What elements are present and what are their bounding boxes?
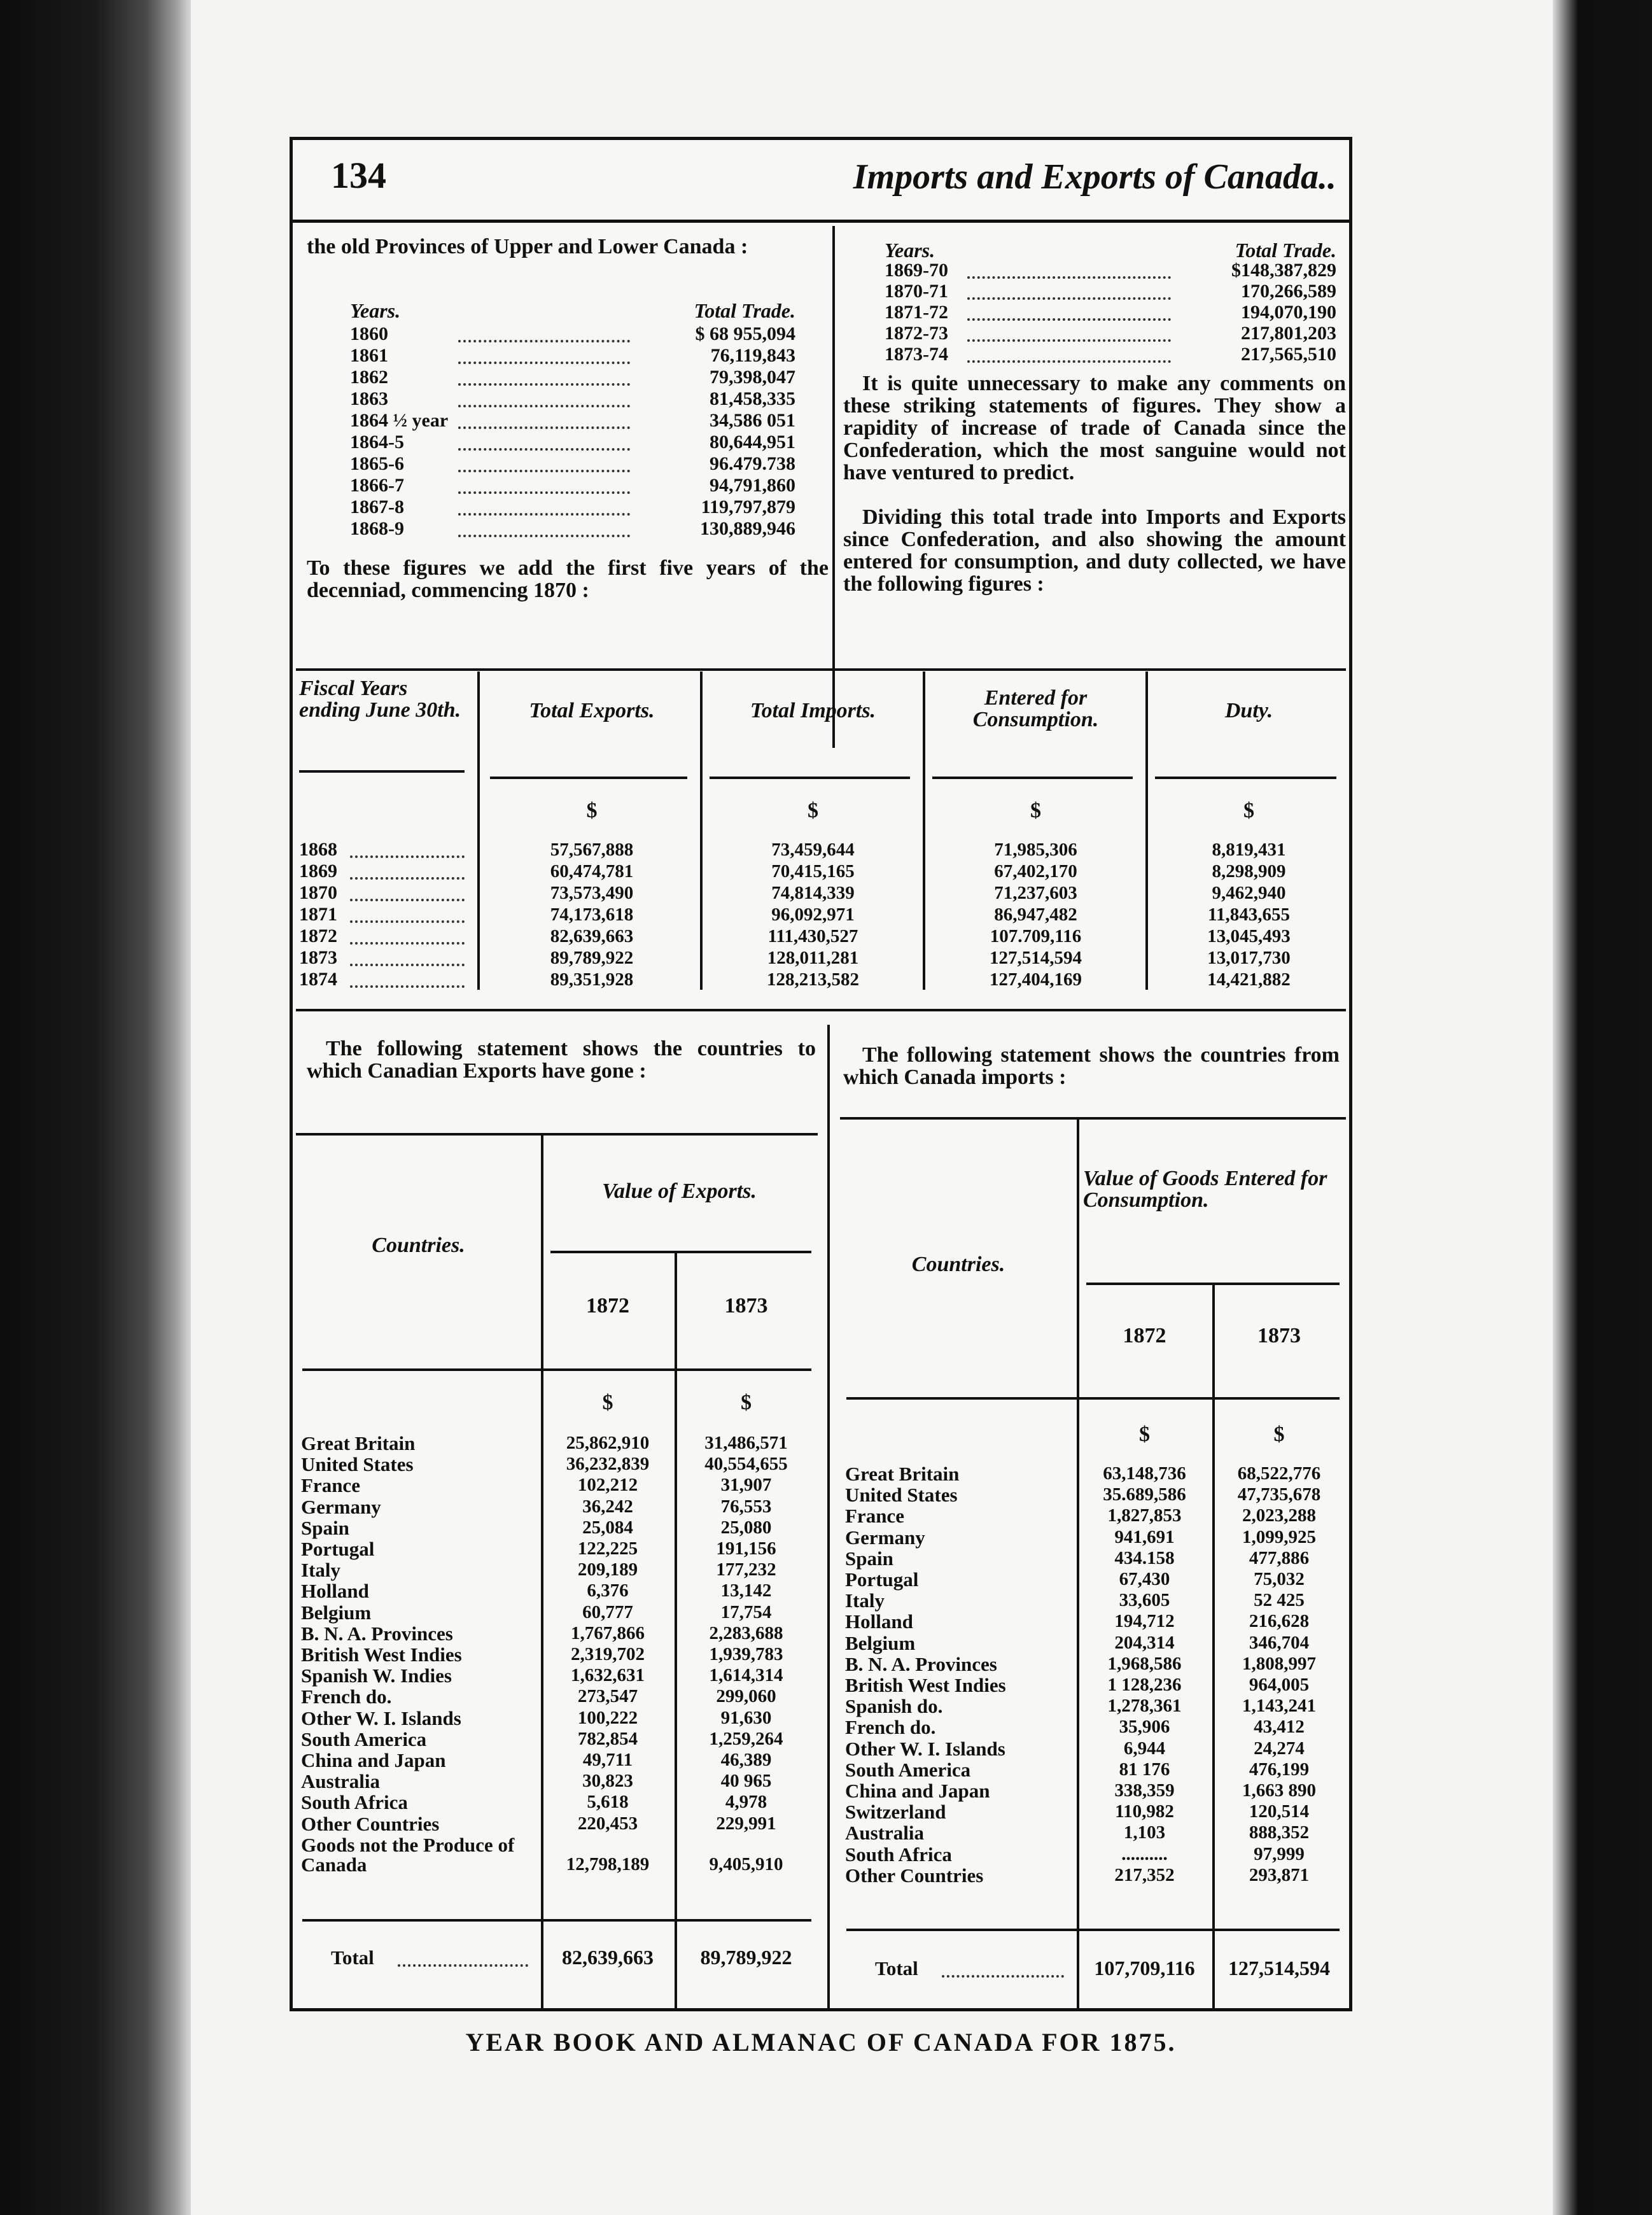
t1-leader-dots [458, 519, 630, 537]
fiscal-head-years: Fiscal Years ending June 30th. [299, 677, 461, 722]
fiscal-head-2: Total Imports. [750, 699, 876, 722]
fiscal-head-rule [932, 777, 1133, 779]
exp-value-1873: 76,553 [720, 1496, 772, 1517]
imp-value-1872: 941,691 [1114, 1526, 1175, 1547]
exp-country: British West Indies [301, 1643, 462, 1666]
exp-country: United States [301, 1453, 414, 1476]
fiscal-year: 1873 [299, 947, 337, 968]
fiscal-consumption: 127,404,169 [990, 969, 1082, 990]
fiscal-duty: 11,843,655 [1208, 904, 1290, 925]
t1-leader-dots [458, 411, 630, 429]
fiscal-exports: 73,573,490 [550, 883, 634, 903]
imp-country: Italy [845, 1589, 885, 1612]
fiscal-duty: 13,045,493 [1207, 926, 1291, 946]
exp-value-1872: 36,242 [582, 1496, 633, 1517]
exp-value-1873: 25,080 [720, 1517, 772, 1538]
t1-leader-dots [458, 433, 630, 451]
t2-value: 217,565,510 [1241, 344, 1336, 365]
imp-value-1872: 338,359 [1114, 1780, 1175, 1801]
t1-leader-dots [458, 325, 630, 342]
t1-year-label: 1866-7 [350, 475, 404, 496]
imp-country: France [845, 1505, 904, 1528]
imp-value-1873: 43,412 [1254, 1717, 1305, 1738]
exp-value-1872: 1,632,631 [571, 1665, 645, 1686]
fiscal-consumption: 71,237,603 [994, 883, 1077, 903]
imp-country: Australia [845, 1822, 924, 1845]
t1-value: 76,119,843 [710, 345, 795, 366]
imp-value-rule [1086, 1283, 1340, 1285]
exp-value-1872: 36,232,839 [566, 1454, 650, 1475]
t2-year-label: 1869-70 [885, 260, 948, 281]
imp-value-1873: 52 425 [1254, 1590, 1305, 1611]
page-title: Imports and Exports of Canada.. [853, 157, 1336, 197]
exp-head-countries: Countries. [372, 1234, 465, 1257]
fiscal-year: 1871 [299, 904, 337, 925]
t2-leader-dots [967, 345, 1171, 363]
fiscal-year: 1869 [299, 861, 337, 882]
exp-value-1872: 12,798,189 [566, 1853, 650, 1874]
exp-total-dots [398, 1949, 528, 1967]
exp-value-1873: 4,978 [725, 1792, 767, 1813]
imp-country: French do. [845, 1716, 936, 1739]
t1-value: 119,797,879 [701, 496, 795, 517]
imp-country: Other Countries [845, 1864, 984, 1887]
exp-value-1873: 1,614,314 [709, 1665, 783, 1686]
fiscal-exports: 57,567,888 [550, 840, 634, 860]
t1-value: 80,644,951 [710, 432, 795, 453]
imp-dollar-1873: $ [1273, 1423, 1285, 1446]
t1-value: 79,398,047 [710, 367, 795, 388]
exp-value-1872: 220,453 [577, 1813, 638, 1834]
fiscal-leader-dots [350, 948, 465, 966]
fiscal-dollar-1: $ [586, 799, 598, 822]
t1-year-label: 1861 [350, 345, 388, 366]
exp-value-1872: 782,854 [577, 1728, 638, 1749]
fiscal-imports: 70,415,165 [771, 861, 855, 882]
fiscal-dollar-4: $ [1243, 799, 1254, 822]
t1-year-label: 1868-9 [350, 518, 404, 539]
fiscal-imports: 128,011,281 [767, 948, 859, 968]
exp-country: Spanish W. Indies [301, 1664, 452, 1687]
exp-value-1873: 1,939,783 [709, 1644, 783, 1664]
imp-country: Spanish do. [845, 1695, 943, 1718]
fiscal-imports: 74,814,339 [771, 883, 855, 903]
fiscal-consumption: 86,947,482 [994, 904, 1077, 925]
t1-col-total: Total Trade. [694, 299, 795, 322]
imp-value-1872: 81 176 [1119, 1759, 1170, 1780]
fiscal-leader-dots [350, 883, 465, 901]
exp-value-1872: 100,222 [577, 1707, 638, 1728]
fiscal-bottom-rule [296, 1009, 1346, 1011]
fiscal-leader-dots [350, 927, 465, 945]
fiscal-col-divider [477, 672, 480, 990]
imp-value-1872: 67,430 [1119, 1569, 1170, 1589]
exp-value-1872: 102,212 [577, 1475, 638, 1496]
exp-country: South Africa [301, 1791, 408, 1814]
imp-value-1873: 120,514 [1249, 1801, 1310, 1822]
exp-value-1872: 6,376 [587, 1580, 629, 1601]
page-frame [290, 137, 1352, 2011]
fiscal-consumption: 71,985,306 [994, 840, 1077, 860]
imp-value-1873: 1,099,925 [1242, 1526, 1316, 1547]
exp-value-1873: 229,991 [716, 1813, 776, 1834]
fiscal-dollar-3: $ [1030, 799, 1041, 822]
fiscal-year: 1868 [299, 839, 337, 860]
imp-country: Switzerland [845, 1801, 946, 1824]
imp-value-1872: 35,906 [1119, 1717, 1170, 1738]
exp-country: French do. [301, 1685, 392, 1708]
fiscal-duty: 9,462,940 [1212, 883, 1286, 903]
fiscal-head-rule [299, 770, 465, 773]
fiscal-duty: 8,819,431 [1212, 840, 1286, 860]
t2-value: 217,801,203 [1241, 323, 1336, 344]
imp-country: South America [845, 1758, 971, 1781]
t1-leader-dots [458, 346, 630, 364]
exp-value-1873: 1,259,264 [709, 1728, 783, 1749]
exp-total-label: Total [331, 1946, 374, 1969]
imp-value-1873: 888,352 [1249, 1822, 1310, 1843]
exp-country: South America [301, 1727, 427, 1750]
fiscal-head-rule [490, 777, 687, 779]
para-3: Dividing this total trade into Imports and Exports since Confederation, and also showing the amount entered for consumption, and duty collected, we have the following figures : [843, 505, 1346, 596]
t1-year-label: 1865-6 [350, 453, 404, 474]
exp-value-1872: 122,225 [577, 1538, 638, 1559]
exp-value-1873: 191,156 [716, 1538, 776, 1559]
imp-value-1872: 35.689,586 [1103, 1484, 1186, 1505]
exp-dollar-1872: $ [602, 1391, 613, 1414]
imp-value-1872: 1,103 [1123, 1822, 1166, 1843]
page-footer: YEAR BOOK AND ALMANAC OF CANADA FOR 1875. [465, 2028, 1177, 2057]
imp-value-1873: 1,143,241 [1242, 1696, 1316, 1717]
exp-value-1872: 1,767,866 [571, 1622, 645, 1643]
fiscal-head-4: Duty. [1224, 699, 1273, 722]
imp-country: Great Britain [845, 1463, 960, 1485]
after-table-1: To these figures we add the first five years of the decenniad, commencing 1870 : [307, 556, 829, 602]
fiscal-duty: 13,017,730 [1207, 948, 1291, 968]
exp-value-rule [550, 1251, 811, 1253]
exp-country: Australia [301, 1770, 380, 1793]
t1-year-label: 1864 ½ year [350, 410, 449, 431]
imp-value-1872: 1,278,361 [1107, 1696, 1182, 1717]
t1-year-label: 1867-8 [350, 496, 404, 517]
imp-country: Belgium [845, 1631, 916, 1654]
bottom-column-divider [827, 1025, 830, 2011]
exp-value-1873: 40 965 [720, 1771, 772, 1792]
exp-value-1873: 31,486,571 [704, 1433, 788, 1453]
t1-year-label: 1862 [350, 367, 388, 388]
imp-country: China and Japan [845, 1780, 990, 1802]
book-binding [0, 0, 191, 2215]
imp-value-1873: 964,005 [1249, 1675, 1310, 1695]
imp-total-1872: 107,709,116 [1094, 1957, 1195, 1979]
t1-year-label: 1860 [350, 323, 388, 344]
imp-value-1873: 346,704 [1249, 1632, 1310, 1653]
exp-value-1873: 9,405,910 [709, 1853, 783, 1874]
exp-head-value: Value of Exports. [602, 1179, 757, 1203]
imp-value-1872: 194,712 [1114, 1611, 1175, 1632]
exp-year-1873: 1873 [724, 1294, 768, 1318]
exp-country: Other Countries [301, 1812, 440, 1835]
imp-value-1873: 97,999 [1254, 1843, 1305, 1864]
fiscal-head-rule [1155, 777, 1336, 779]
exp-value-1873: 40,554,655 [704, 1454, 788, 1475]
fiscal-imports: 111,430,527 [767, 926, 858, 946]
exp-value-1872: 25,084 [582, 1517, 633, 1538]
exp-value-1872: 5,618 [587, 1792, 629, 1813]
t1-value: 94,791,860 [710, 475, 795, 496]
exp-year-rule [302, 1368, 811, 1371]
exports-intro: The following statement shows the countries to which Canadian Exports have gone : [307, 1037, 816, 1083]
t1-leader-dots [458, 476, 630, 494]
exp-country: Great Britain [301, 1432, 416, 1454]
t1-value: 34,586 051 [710, 410, 795, 431]
imp-country: Holland [845, 1610, 913, 1633]
t2-year-label: 1870-71 [885, 281, 948, 302]
fiscal-consumption: 107.709,116 [990, 926, 1082, 946]
imports-intro: The following statement shows the countries from which Canada imports : [843, 1043, 1340, 1089]
imp-value-1873: 476,199 [1249, 1759, 1310, 1780]
exp-value-1872: 209,189 [577, 1559, 638, 1580]
imp-head-countries: Countries. [911, 1253, 1005, 1276]
imp-value-1873: 68,522,776 [1237, 1463, 1321, 1484]
fiscal-year: 1870 [299, 882, 337, 903]
fiscal-col-divider [923, 672, 925, 990]
exp-value-1873: 177,232 [716, 1559, 776, 1580]
fiscal-duty: 8,298,909 [1212, 861, 1286, 882]
imp-value-1872: 434.158 [1114, 1547, 1175, 1568]
t1-leader-dots [458, 390, 630, 407]
fiscal-imports: 73,459,644 [771, 840, 855, 860]
t1-leader-dots [458, 498, 630, 516]
t2-leader-dots [967, 303, 1171, 321]
t1-year-label: 1863 [350, 388, 388, 409]
t1-value: 96.479.738 [710, 453, 795, 474]
imp-value-1872: 110,982 [1115, 1801, 1174, 1822]
fiscal-imports: 96,092,971 [771, 904, 855, 925]
exp-value-1873: 13,142 [720, 1580, 772, 1601]
imp-value-1873: 216,628 [1249, 1611, 1310, 1632]
exp-country: Holland [301, 1580, 369, 1603]
t2-value: 170,266,589 [1241, 281, 1336, 302]
fiscal-exports: 74,173,618 [550, 904, 634, 925]
exp-value-1873: 46,389 [720, 1750, 772, 1770]
fiscal-leader-dots [350, 905, 465, 923]
fiscal-leader-dots [350, 970, 465, 988]
imp-total-1873: 127,514,594 [1228, 1957, 1330, 1979]
imp-country: British West Indies [845, 1674, 1006, 1696]
t2-leader-dots [967, 324, 1171, 342]
t2-value: $148,387,829 [1231, 260, 1336, 281]
exp-value-1872: 2,319,702 [571, 1644, 645, 1664]
t1-value: 81,458,335 [710, 388, 795, 409]
exp-total-rule [302, 1919, 811, 1922]
imp-value-1872: 1 128,236 [1107, 1675, 1182, 1695]
exp-total-1872: 82,639,663 [562, 1946, 654, 1969]
exp-year-1872: 1872 [586, 1294, 629, 1318]
exp-total-1873: 89,789,922 [700, 1946, 792, 1969]
t2-year-label: 1872-73 [885, 323, 948, 344]
t1-year-label: 1864-5 [350, 432, 404, 453]
t2-year-label: 1873-74 [885, 344, 948, 365]
imp-total-rule [846, 1929, 1340, 1931]
imp-value-1872: 1,968,586 [1107, 1653, 1182, 1674]
imp-year-1873: 1873 [1257, 1324, 1301, 1347]
page-edge [1553, 0, 1652, 2215]
exp-country: Spain [301, 1516, 349, 1539]
fiscal-consumption: 67,402,170 [994, 861, 1077, 882]
imp-country: B. N. A. Provinces [845, 1652, 997, 1675]
fiscal-year: 1874 [299, 969, 337, 990]
exp-country: Italy [301, 1559, 340, 1582]
t2-col-total: Total Trade. [1235, 239, 1336, 262]
t1-leader-dots [458, 368, 630, 386]
exp-value-1872: 49,711 [582, 1750, 633, 1770]
fiscal-exports: 82,639,663 [550, 926, 634, 946]
exp-country: Belgium [301, 1601, 372, 1624]
exp-country: Portugal [301, 1538, 375, 1560]
imp-country: Germany [845, 1526, 925, 1549]
imp-value-1873: 75,032 [1254, 1569, 1305, 1589]
exp-country: Goods not the Produce of Canada [301, 1833, 515, 1876]
t2-leader-dots [967, 282, 1171, 300]
exp-value-1872: 60,777 [582, 1601, 633, 1622]
exp-dollar-1873: $ [741, 1391, 752, 1414]
t1-col-years: Years. [350, 299, 401, 322]
imp-value-1872: 217,352 [1114, 1864, 1175, 1885]
imp-country: United States [845, 1484, 958, 1507]
imp-year-rule [846, 1397, 1340, 1400]
exp-value-1873: 299,060 [716, 1686, 776, 1707]
exp-country: China and Japan [301, 1749, 446, 1771]
exp-value-1873: 17,754 [720, 1601, 772, 1622]
para-2: It is quite unnecessary to make any comments on these striking statements of figures. They show a rapidity of increase of trade of Canada since the Confederation, which the most sanguine would not have ventured to predict. [843, 372, 1346, 484]
imp-value-1873: 1,808,997 [1242, 1653, 1316, 1674]
imp-value-1873: 47,735,678 [1237, 1484, 1321, 1505]
fiscal-head-rule [710, 777, 910, 779]
intro-text: the old Provinces of Upper and Lower Canada : [307, 235, 748, 258]
exp-country: Other W. I. Islands [301, 1706, 461, 1729]
fiscal-consumption: 127,514,594 [990, 948, 1082, 968]
fiscal-imports: 128,213,582 [767, 969, 859, 990]
t1-value: 130,889,946 [700, 518, 795, 539]
exp-value-1872: 25,862,910 [566, 1433, 650, 1453]
exp-country: France [301, 1474, 360, 1497]
exp-country: B. N. A. Provinces [301, 1622, 453, 1645]
fiscal-top-rule [296, 668, 1346, 671]
fiscal-col-divider [1145, 672, 1148, 990]
fiscal-leader-dots [350, 862, 465, 880]
exp-value-1873: 31,907 [720, 1475, 772, 1496]
imp-value-1872: 204,314 [1114, 1632, 1175, 1653]
imp-dollar-1872: $ [1139, 1423, 1150, 1446]
exp-top-rule [296, 1133, 818, 1136]
exp-value-1872: 273,547 [577, 1686, 638, 1707]
exp-country: Germany [301, 1495, 381, 1518]
imp-total-dots [942, 1960, 1064, 1978]
fiscal-head-1: Total Exports. [529, 699, 655, 722]
t2-leader-dots [967, 261, 1171, 279]
imp-value-1872: .......... [1121, 1843, 1168, 1864]
t2-col-years: Years. [885, 239, 935, 262]
header-rule [293, 220, 1349, 223]
fiscal-leader-dots [350, 840, 465, 858]
imp-value-1873: 24,274 [1254, 1738, 1305, 1759]
imp-value-1872: 1,827,853 [1107, 1505, 1182, 1526]
fiscal-head-3: Entered for Consumption. [972, 686, 1099, 731]
fiscal-year: 1872 [299, 925, 337, 946]
t1-value: $ 68 955,094 [695, 323, 795, 344]
imp-value-1873: 293,871 [1249, 1864, 1310, 1885]
imp-top-rule [840, 1117, 1346, 1120]
imp-value-1873: 477,886 [1249, 1547, 1310, 1568]
imp-year-1872: 1872 [1123, 1324, 1166, 1347]
fiscal-exports: 89,351,928 [550, 969, 634, 990]
imp-total-label: Total [875, 1957, 918, 1979]
imp-country: Spain [845, 1547, 893, 1570]
exp-value-1873: 2,283,688 [709, 1622, 783, 1643]
fiscal-duty: 14,421,882 [1207, 969, 1291, 990]
fiscal-col-divider [700, 672, 703, 990]
exp-value-1873: 91,630 [720, 1707, 772, 1728]
t2-year-label: 1871-72 [885, 302, 948, 323]
imp-country: Other W. I. Islands [845, 1737, 1005, 1760]
imp-country: South Africa [845, 1843, 952, 1866]
imp-value-1872: 6,944 [1123, 1738, 1166, 1759]
t1-leader-dots [458, 454, 630, 472]
imp-value-1873: 1,663 890 [1242, 1780, 1316, 1801]
imp-head-value: Value of Goods Entered for Consumption. [1083, 1167, 1327, 1212]
exp-value-1872: 30,823 [582, 1771, 633, 1792]
fiscal-exports: 89,789,922 [550, 948, 634, 968]
imp-country: Portugal [845, 1568, 919, 1591]
imp-value-1873: 2,023,288 [1242, 1505, 1316, 1526]
t2-value: 194,070,190 [1241, 302, 1336, 323]
fiscal-dollar-2: $ [808, 799, 818, 822]
page-number: 134 [331, 155, 386, 196]
imp-value-1872: 33,605 [1119, 1590, 1170, 1611]
imp-value-1872: 63,148,736 [1103, 1463, 1186, 1484]
fiscal-exports: 60,474,781 [550, 861, 634, 882]
